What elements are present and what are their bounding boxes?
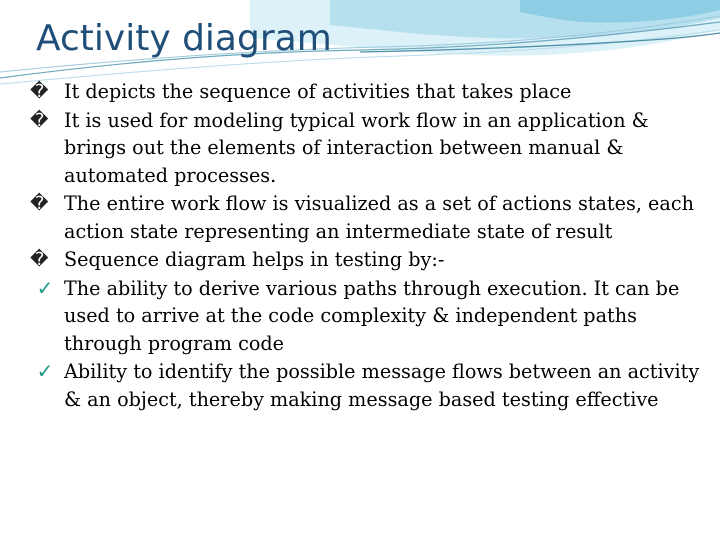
list-item-text: It is used for modeling typical work flow in an application & brings out the elements of interaction between manual & automated processes.: [64, 108, 649, 187]
slide-title: Activity diagram: [36, 18, 332, 59]
bullet-list: [30, 78, 700, 414]
list-item-text: The ability to derive various paths through execution. It can be used to arrive at the code complexity & independent paths through program code: [64, 276, 680, 355]
checkmark-icon: ✓: [36, 359, 54, 383]
bullet-glyph-icon: �: [30, 193, 49, 214]
checkmark-icon: ✓: [36, 275, 54, 300]
list-item-text: The entire work flow is visualized as a set of actions states, each action state representing an intermediate state of result: [64, 192, 694, 243]
list-item-text: It depicts the sequence of activities that takes place: [64, 80, 572, 103]
list-item: [30, 190, 700, 245]
list-item: [30, 78, 700, 106]
list-item: [30, 246, 700, 274]
list-item: [30, 275, 700, 358]
bullet-glyph-icon: �: [30, 81, 49, 102]
list-item: [30, 107, 700, 190]
bullet-glyph-icon: �: [30, 109, 49, 131]
list-item: [30, 358, 700, 413]
list-item-text: Ability to identify the possible message flows between an activity & an object, thereby making message based testing effective: [64, 360, 700, 411]
list-item-text: Sequence diagram helps in testing by:-: [64, 248, 445, 271]
bullet-glyph-icon: �: [30, 249, 49, 270]
